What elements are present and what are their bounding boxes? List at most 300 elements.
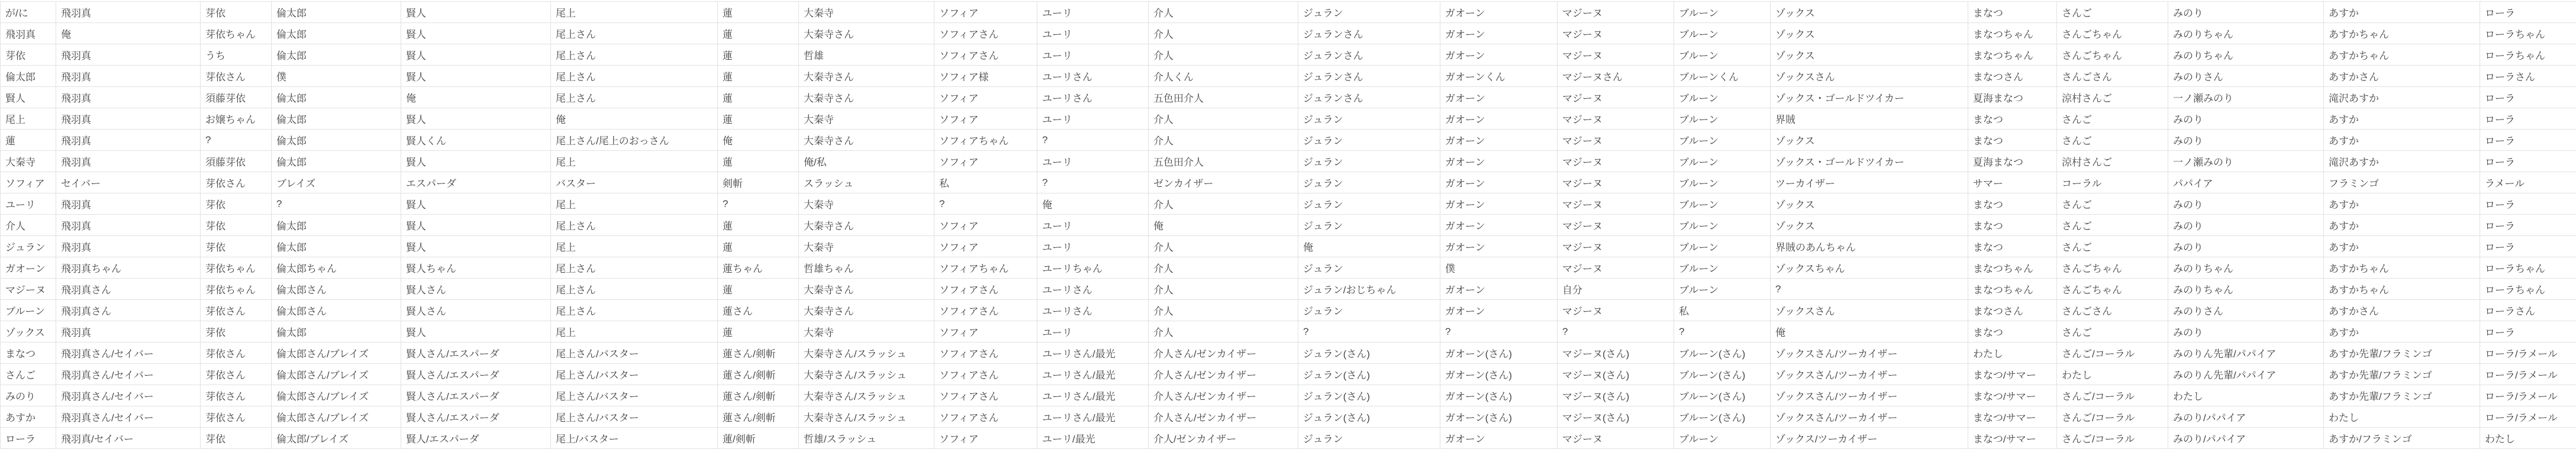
cell: 倫太郎/ブレイズ [272, 428, 401, 449]
cell: マジーヌ [1558, 23, 1674, 44]
cell: 介人さん/ゼンカイザー [1149, 343, 1298, 364]
cell: みのりん先輩/パパイア [2168, 343, 2324, 364]
cell: ジュラン [1298, 193, 1440, 215]
header-row [1, 2, 2576, 23]
cell: 賢人 [401, 108, 551, 130]
cell: ? [934, 193, 1037, 215]
cell: お嬢ちゃん [201, 108, 272, 130]
table-row [1, 44, 2576, 66]
cell: さんごちゃん [2057, 44, 2168, 66]
cell: ソフィア [934, 87, 1037, 108]
cell: 尾上さん [551, 279, 718, 300]
cell: マジーヌ [1558, 87, 1674, 108]
cell: みのりちゃん [2168, 257, 2324, 279]
cell: ガオーン [1440, 44, 1558, 66]
cell: 僕 [272, 66, 401, 87]
cell: みのりちゃん [2168, 279, 2324, 300]
cell: エスパーダ [401, 172, 551, 193]
cell: 介人 [1149, 279, 1298, 300]
cell: わたし [2324, 406, 2480, 428]
cell: 尾上 [551, 321, 718, 343]
cell: 尾上さん/バスター [551, 385, 718, 406]
cell: 夏海まなつ [1968, 151, 2057, 172]
column-header: 飛羽真 [56, 2, 201, 23]
cell: 大秦寺さん [799, 215, 934, 236]
cell: ユーリ/最光 [1037, 428, 1149, 449]
cell: マジーヌ [1558, 428, 1674, 449]
row-label: 賢人 [1, 87, 56, 108]
cell: 芽依さん [201, 300, 272, 321]
table-row [1, 300, 2576, 321]
cell: 蓮 [718, 87, 799, 108]
column-header: ジュラン [1298, 2, 1440, 23]
cell: 俺/私 [799, 151, 934, 172]
cell: 蓮 [718, 44, 799, 66]
cell: マジーヌ(さん) [1558, 343, 1674, 364]
cell: 倫太郎さん/ブレイズ [272, 385, 401, 406]
cell: 飛羽真ちゃん [56, 257, 201, 279]
row-label: ユーリ [1, 193, 56, 215]
row-label: ガオーン [1, 257, 56, 279]
column-header: ソフィア [934, 2, 1037, 23]
cell: ジュランさん [1298, 23, 1440, 44]
cell: 介人さん/ゼンカイザー [1149, 364, 1298, 385]
table-body [1, 23, 2576, 449]
cell: 賢人さん [401, 300, 551, 321]
table-row [1, 321, 2576, 343]
row-label: あすか [1, 406, 56, 428]
cell: 蓮 [718, 321, 799, 343]
cell: 尾上さん/バスター [551, 406, 718, 428]
cell: あすかちゃん [2324, 279, 2480, 300]
cell: 滝沢あすか [2324, 87, 2480, 108]
cell: まなつちゃん [1968, 279, 2057, 300]
cell: 芽依さん [201, 364, 272, 385]
cell: ユーリさん/最光 [1037, 385, 1149, 406]
cell: ソフィアさん [934, 406, 1037, 428]
cell: 賢人 [401, 23, 551, 44]
cell: みのり [2168, 193, 2324, 215]
cell: 大秦寺さん/スラッシュ [799, 385, 934, 406]
table-row [1, 172, 2576, 193]
cell: 俺 [1037, 193, 1149, 215]
cell: ? [1037, 172, 1149, 193]
cell: マジーヌ [1558, 215, 1674, 236]
cell: 賢人さん/エスパーダ [401, 364, 551, 385]
cell: ゾックスさん [1771, 66, 1968, 87]
cell: 須藤芽依 [201, 87, 272, 108]
cell: ソフィア [934, 108, 1037, 130]
cell: まなつちゃん [1968, 257, 2057, 279]
cell: マジーヌ [1558, 108, 1674, 130]
cell: 倫太郎さん [272, 300, 401, 321]
cell: ソフィア [934, 236, 1037, 257]
cell: ブルーン(さん) [1674, 343, 1771, 364]
cell: 介人 [1149, 130, 1298, 151]
cell: ツーカイザー [1771, 172, 1968, 193]
cell: 大秦寺さん [799, 279, 934, 300]
cell: 芽依ちゃん [201, 279, 272, 300]
cell: 俺 [56, 23, 201, 44]
column-header: さんご [2057, 2, 2168, 23]
cell: 尾上さん [551, 66, 718, 87]
cell: さんごさん [2057, 66, 2168, 87]
cell: 飛羽真 [56, 151, 201, 172]
cell: マジーヌ(さん) [1558, 385, 1674, 406]
cell: パパイア [2168, 172, 2324, 193]
cell: みのりちゃん [2168, 23, 2324, 44]
cell: 賢人 [401, 151, 551, 172]
cell: 大秦寺 [799, 236, 934, 257]
cell: ローラ [2480, 87, 2576, 108]
cell: ガオーン [1440, 130, 1558, 151]
cell: 芽依さん [201, 66, 272, 87]
cell: 倫太郎さん [272, 279, 401, 300]
row-label: 尾上 [1, 108, 56, 130]
cell: サマー [1968, 172, 2057, 193]
cell: 芽依さん [201, 385, 272, 406]
cell: ガオーン [1440, 236, 1558, 257]
cell: ユーリさん/最光 [1037, 364, 1149, 385]
cell: ? [1037, 130, 1149, 151]
cell: ソフィアさん [934, 23, 1037, 44]
cell: ブルーン [1674, 151, 1771, 172]
cell: 賢人 [401, 236, 551, 257]
cell: ユーリ [1037, 44, 1149, 66]
cell: 蓮 [718, 108, 799, 130]
cell: 夏海まなつ [1968, 87, 2057, 108]
cell: あすか先輩/フラミンゴ [2324, 364, 2480, 385]
cell: 尾上/バスター [551, 428, 718, 449]
cell: まなつ/サマー [1968, 364, 2057, 385]
column-header: 蓮 [718, 2, 799, 23]
cell: 尾上 [551, 151, 718, 172]
cell: 倫太郎 [272, 215, 401, 236]
cell: ソフィアさん [934, 385, 1037, 406]
cell: 飛羽真さん [56, 300, 201, 321]
cell: 蓮さん/剣斬 [718, 406, 799, 428]
cell: さんご/コーラル [2057, 406, 2168, 428]
cell: 大秦寺さん [799, 130, 934, 151]
cell: ラメール [2480, 172, 2576, 193]
cell: ユーリさん/最光 [1037, 406, 1149, 428]
cell: 介人 [1149, 193, 1298, 215]
cell: 介人 [1149, 23, 1298, 44]
cell: ゾックス・ゴールドツイカー [1771, 87, 1968, 108]
cell: 尾上さん [551, 44, 718, 66]
cell: ? [1558, 321, 1674, 343]
cell: あすかちゃん [2324, 44, 2480, 66]
column-header: 尾上 [551, 2, 718, 23]
cell: 介人 [1149, 236, 1298, 257]
cell: ガオーン [1440, 300, 1558, 321]
cell: 飛羽真 [56, 87, 201, 108]
cell: ユーリ [1037, 236, 1149, 257]
table-row [1, 66, 2576, 87]
cell: ローラちゃん [2480, 279, 2576, 300]
cell: 蓮 [718, 215, 799, 236]
cell: 介人 [1149, 257, 1298, 279]
cell: ブルーン [1674, 257, 1771, 279]
cell: みのり [2168, 108, 2324, 130]
cell: まなつ/サマー [1968, 406, 2057, 428]
cell: 俺 [401, 87, 551, 108]
cell: 大秦寺 [799, 108, 934, 130]
cell: ソフィア [934, 151, 1037, 172]
row-label: 蓮 [1, 130, 56, 151]
cell: 飛羽真さん/セイバー [56, 406, 201, 428]
cell: 賢人/エスパーダ [401, 428, 551, 449]
cell: みのり/パパイア [2168, 406, 2324, 428]
cell: ジュランさん [1298, 87, 1440, 108]
cell: 飛羽真 [56, 44, 201, 66]
cell: みのり [2168, 236, 2324, 257]
cell: 賢人さん/エスパーダ [401, 406, 551, 428]
cell: ガオーン [1440, 87, 1558, 108]
name-calling-table [0, 1, 2576, 449]
cell: 哲雄ちゃん [799, 257, 934, 279]
cell: 一ノ瀬みのり [2168, 87, 2324, 108]
cell: ローラさん [2480, 300, 2576, 321]
cell: ソフィアさん [934, 279, 1037, 300]
cell: 飛羽真 [56, 236, 201, 257]
row-label: 芽依 [1, 44, 56, 66]
cell: 飛羽真さん [56, 279, 201, 300]
cell: 蓮さん/剣斬 [718, 343, 799, 364]
cell: フラミンゴ [2324, 172, 2480, 193]
cell: まなつちゃん [1968, 23, 2057, 44]
cell: ゾックス [1771, 23, 1968, 44]
cell: ジュラン(さん) [1298, 406, 1440, 428]
cell: 尾上さん/バスター [551, 343, 718, 364]
cell: 尾上さん [551, 23, 718, 44]
cell: ゾックス [1771, 193, 1968, 215]
column-header: 芽依 [201, 2, 272, 23]
cell: まなつ [1968, 193, 2057, 215]
cell: ローラ [2480, 236, 2576, 257]
row-label: 倫太郎 [1, 66, 56, 87]
cell: 賢人 [401, 193, 551, 215]
cell: ? [272, 193, 401, 215]
cell: ソフィアちゃん [934, 257, 1037, 279]
cell: ユーリ [1037, 321, 1149, 343]
cell: あすか先輩/フラミンゴ [2324, 343, 2480, 364]
cell: 賢人ちゃん [401, 257, 551, 279]
cell: マジーヌ [1558, 300, 1674, 321]
cell: 一ノ瀬みのり [2168, 151, 2324, 172]
cell: 賢人 [401, 66, 551, 87]
table-row [1, 236, 2576, 257]
cell: 飛羽真 [56, 130, 201, 151]
cell: ソフィアさん [934, 364, 1037, 385]
cell: 飛羽真 [56, 193, 201, 215]
cell: ローラちゃん [2480, 257, 2576, 279]
cell: 倫太郎 [272, 130, 401, 151]
cell: 介人 [1149, 108, 1298, 130]
cell: さんご/コーラル [2057, 343, 2168, 364]
cell: 大秦寺さん [799, 66, 934, 87]
cell: ガオーン [1440, 108, 1558, 130]
cell: わたし [2168, 385, 2324, 406]
cell: マジーヌ [1558, 44, 1674, 66]
cell: ガオーン [1440, 193, 1558, 215]
cell: 大秦寺さん/スラッシュ [799, 343, 934, 364]
cell: ローラ [2480, 193, 2576, 215]
cell: 飛羽真 [56, 215, 201, 236]
cell: 芽依 [201, 321, 272, 343]
cell: 涼村さんご [2057, 87, 2168, 108]
row-label: マジーヌ [1, 279, 56, 300]
cell: ゾックスさん [1771, 300, 1968, 321]
cell: ブルーン [1674, 130, 1771, 151]
cell: ? [1440, 321, 1558, 343]
cell: マジーヌ(さん) [1558, 406, 1674, 428]
cell: ソフィアさん [934, 44, 1037, 66]
cell: さんご/コーラル [2057, 385, 2168, 406]
column-header: 賢人 [401, 2, 551, 23]
cell: ソフィア [934, 321, 1037, 343]
cell: 大秦寺 [799, 193, 934, 215]
cell: 飛羽真さん/セイバー [56, 343, 201, 364]
cell: ブルーン [1674, 44, 1771, 66]
cell: 剣斬 [718, 172, 799, 193]
cell: マジーヌさん [1558, 66, 1674, 87]
cell: 賢人さん/エスパーダ [401, 343, 551, 364]
cell: ジュラン [1298, 428, 1440, 449]
cell: ガオーン(さん) [1440, 343, 1558, 364]
column-header: 大秦寺 [799, 2, 934, 23]
cell: まなつ [1968, 108, 2057, 130]
cell: あすかちゃん [2324, 257, 2480, 279]
cell: まなつちゃん [1968, 44, 2057, 66]
cell: ゾックス・ゴールドツイカー [1771, 151, 1968, 172]
cell: 飛羽真 [56, 321, 201, 343]
cell: 賢人 [401, 321, 551, 343]
cell: 飛羽真 [56, 66, 201, 87]
table-row [1, 343, 2576, 364]
cell: ゾックスさん/ツーカイザー [1771, 385, 1968, 406]
cell: まなつ [1968, 321, 2057, 343]
cell: ブルーン [1674, 428, 1771, 449]
cell: セイバー [56, 172, 201, 193]
cell: あすか [2324, 321, 2480, 343]
cell: ブルーン(さん) [1674, 385, 1771, 406]
cell: 賢人 [401, 44, 551, 66]
cell: さんごちゃん [2057, 23, 2168, 44]
cell: 大秦寺さん [799, 23, 934, 44]
cell: ? [1298, 321, 1440, 343]
cell: ユーリさん [1037, 66, 1149, 87]
cell: 賢人さん/エスパーダ [401, 385, 551, 406]
row-label: ブルーン [1, 300, 56, 321]
column-header: まなつ [1968, 2, 2057, 23]
cell: 介人さん/ゼンカイザー [1149, 406, 1298, 428]
cell: ガオーン [1440, 279, 1558, 300]
row-label: ローラ [1, 428, 56, 449]
cell: 界賊のあんちゃん [1771, 236, 1968, 257]
cell: 倫太郎 [272, 151, 401, 172]
cell: 芽依ちゃん [201, 23, 272, 44]
cell: 俺 [1149, 215, 1298, 236]
column-header: あすか [2324, 2, 2480, 23]
cell: まなつ [1968, 215, 2057, 236]
cell: ゼンカイザー [1149, 172, 1298, 193]
cell: 飛羽真 [56, 108, 201, 130]
cell: あすか [2324, 236, 2480, 257]
cell: さんご [2057, 321, 2168, 343]
row-label: ゾックス [1, 321, 56, 343]
cell: さんご [2057, 215, 2168, 236]
cell: ソフィア [934, 215, 1037, 236]
cell: ローラ [2480, 151, 2576, 172]
cell: 倫太郎 [272, 87, 401, 108]
cell: 尾上 [551, 236, 718, 257]
table-row [1, 406, 2576, 428]
cell: 蓮/剣斬 [718, 428, 799, 449]
cell: みのりさん [2168, 300, 2324, 321]
cell: 芽依 [201, 428, 272, 449]
cell: ローラ [2480, 321, 2576, 343]
table-row [1, 215, 2576, 236]
cell: みのりさん [2168, 66, 2324, 87]
cell: ローラ/ラメール [2480, 364, 2576, 385]
cell: 飛羽真さん/セイバー [56, 385, 201, 406]
cell: バスター [551, 172, 718, 193]
cell: 倫太郎 [272, 23, 401, 44]
cell: ブルーンくん [1674, 66, 1771, 87]
cell: 尾上さん/バスター [551, 364, 718, 385]
cell: 倫太郎 [272, 236, 401, 257]
cell: 芽依 [201, 215, 272, 236]
cell: ローラちゃん [2480, 23, 2576, 44]
cell: 大秦寺さん [799, 87, 934, 108]
cell: ブルーン(さん) [1674, 364, 1771, 385]
cell: 尾上さん [551, 257, 718, 279]
cell: 倫太郎 [272, 44, 401, 66]
cell: まなつさん [1968, 66, 2057, 87]
row-label: 大秦寺 [1, 151, 56, 172]
cell: ブルーン [1674, 193, 1771, 215]
table-row [1, 385, 2576, 406]
cell: 芽依 [201, 193, 272, 215]
column-header: ブルーン [1674, 2, 1771, 23]
column-header: みのり [2168, 2, 2324, 23]
cell: ゾックス [1771, 130, 1968, 151]
cell: みのりん先輩/パパイア [2168, 364, 2324, 385]
cell: スラッシュ [799, 172, 934, 193]
cell: 芽依さん [201, 343, 272, 364]
cell: ジュラン [1298, 108, 1440, 130]
cell: ガオーン(さん) [1440, 364, 1558, 385]
cell: ジュラン/おじちゃん [1298, 279, 1440, 300]
cell: 蓮 [718, 236, 799, 257]
table-row [1, 108, 2576, 130]
cell: みのり [2168, 215, 2324, 236]
cell: ジュラン(さん) [1298, 343, 1440, 364]
cell: あすか [2324, 215, 2480, 236]
cell: 倫太郎 [272, 108, 401, 130]
cell: ガオーン [1440, 151, 1558, 172]
cell: さんごちゃん [2057, 257, 2168, 279]
cell: まなつさん [1968, 300, 2057, 321]
row-label: さんご [1, 364, 56, 385]
cell: ユーリ [1037, 151, 1149, 172]
cell: 蓮さん/剣斬 [718, 364, 799, 385]
cell: ブレイズ [272, 172, 401, 193]
cell: ブルーン [1674, 23, 1771, 44]
cell: 倫太郎 [272, 321, 401, 343]
cell: 僕 [1440, 257, 1558, 279]
